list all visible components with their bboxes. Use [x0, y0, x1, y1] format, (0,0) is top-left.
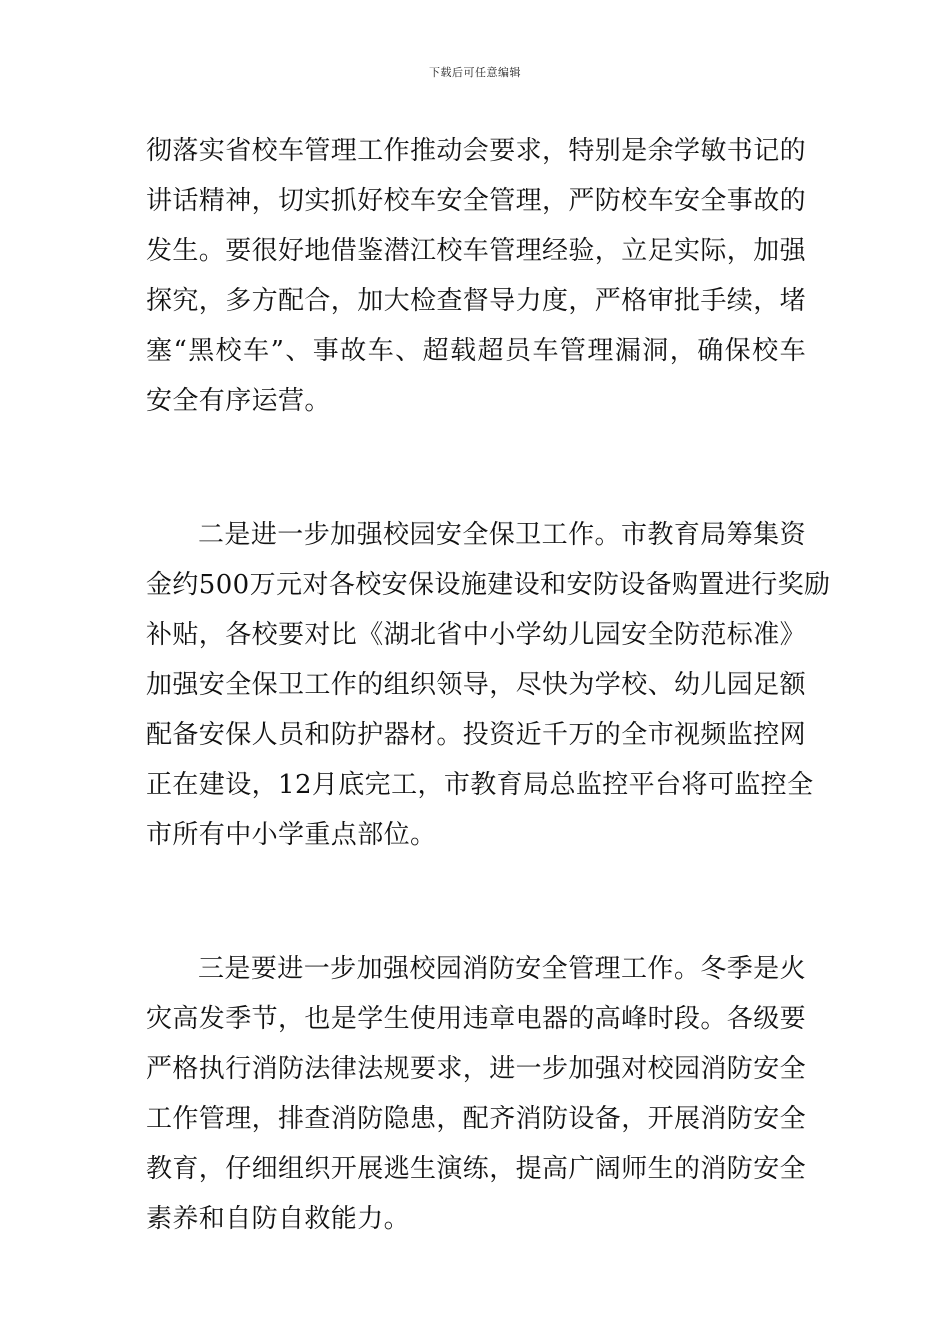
paragraph-line: 三是要进一步加强校园消防安全管理工作。冬季是火 [198, 954, 806, 984]
paragraph-spacer [146, 426, 806, 510]
page-header: 下载后可任意编辑 [429, 66, 521, 79]
paragraph-line: 严格执行消防法律法规要求，进一步加强对校园消防安全 [146, 1054, 807, 1084]
paragraph-line: 二是进一步加强校园安全保卫工作。市教育局筹集资 [198, 520, 806, 550]
paragraph-line: 素养和自防自救能力。 [146, 1204, 411, 1234]
paragraph-school-bus [146, 126, 806, 426]
paragraph-line: 金约500万元对各校安保设施建设和安防设备购置进行奖励 [146, 570, 831, 600]
paragraph-line: 彻落实省校车管理工作推动会要求，特别是余学敏书记的 [146, 136, 807, 166]
paragraph-line: 加强安全保卫工作的组织领导，尽快为学校、幼儿园足额 [146, 670, 807, 700]
paragraph-line: 正在建设，12月底完工，市教育局总监控平台将可监控全 [146, 770, 814, 800]
paragraph-campus-security [146, 510, 831, 860]
paragraph-fire-safety [146, 944, 806, 1244]
paragraph-line: 工作管理，排查消防隐患，配齐消防设备，开展消防安全 [146, 1104, 807, 1134]
paragraph-line: 市所有中小学重点部位。 [146, 820, 437, 850]
paragraph-line: 塞“黑校车”、事故车、超载超员车管理漏洞，确保校车 [146, 336, 806, 366]
document-body [146, 126, 831, 1244]
paragraph-line: 讲话精神，切实抓好校车安全管理，严防校车安全事故的 [146, 186, 807, 216]
paragraph-line: 探究，多方配合，加大检查督导力度，严格审批手续，堵 [146, 286, 807, 316]
paragraph-line: 教育，仔细组织开展逃生演练，提高广阔师生的消防安全 [146, 1154, 807, 1184]
paragraph-line: 发生。要很好地借鉴潜江校车管理经验，立足实际，加强 [146, 236, 807, 266]
paragraph-line: 灾高发季节，也是学生使用违章电器的高峰时段。各级要 [146, 1004, 807, 1034]
paragraph-spacer [146, 860, 806, 944]
paragraph-line: 补贴，各校要对比《湖北省中小学幼儿园安全防范标准》 [146, 620, 807, 650]
paragraph-line: 配备安保人员和防护器材。投资近千万的全市视频监控网 [146, 720, 807, 750]
paragraph-line: 安全有序运营。 [146, 386, 331, 416]
